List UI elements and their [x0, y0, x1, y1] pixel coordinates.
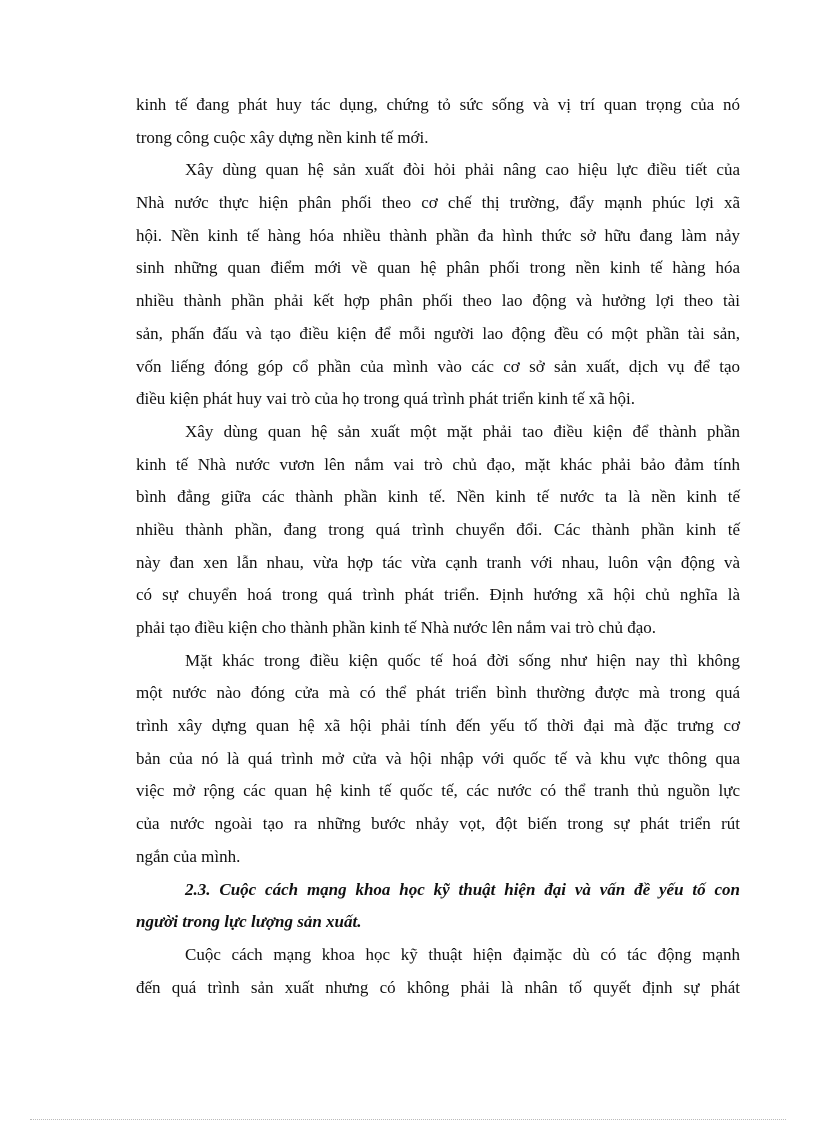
text-line: bản của nó là quá trình mở cửa và hội nhập với quốc tế và khu vực thông qua	[136, 748, 740, 768]
text-line: điều kiện phát huy vai trò của họ trong quá trình phát triển kinh tế xã hội.	[136, 389, 636, 409]
text-line: hội. Nền kinh tế hàng hóa nhiều thành phần đa hình thức sở hữu đang làm nảy	[136, 225, 740, 245]
text-line: Xây dùng quan hệ sản xuất một mặt phải tao điều kiện để thành phần	[185, 421, 740, 441]
text-line: kinh tế đang phát huy tác dụng, chứng tỏ sức sống và vị trí quan trọng của nó	[136, 95, 740, 114]
text-line: kinh tế Nhà nước vươn lên nắm vai trò chủ đạo, mặt khác phải bảo đảm tính	[136, 454, 740, 474]
paragraph-production-relations-distribution	[136, 154, 740, 416]
paragraph-scientific-revolution	[136, 939, 740, 1004]
document-page	[136, 89, 740, 1004]
text-line: Nhà nước thực hiện phân phối theo cơ chế thị trường, đẩy mạnh phúc lợi xã	[136, 193, 740, 213]
text-line: Xây dùng quan hệ sản xuất đòi hỏi phải nâng cao hiệu lực điều tiết của	[185, 160, 740, 180]
text-line: sản, phấn đấu và tạo điều kiện để mỗi người lao động đều có một phần tài sản,	[136, 323, 740, 343]
text-line: ngắn của mình.	[136, 846, 241, 866]
text-line: của nước ngoài tạo ra những bước nhảy vọt, đột biến trong sự phát triển rút	[136, 814, 740, 834]
paragraph-state-economic-sector	[136, 416, 740, 645]
paragraph-continuation	[136, 89, 740, 154]
text-line: Mặt khác trong điều kiện quốc tế hoá đời sống như hiện nay thì không	[185, 650, 740, 670]
paragraph-internationalization	[136, 645, 740, 874]
text-line: một nước nào đóng cửa mà có thể phát triển bình thường được mà trong quá	[136, 683, 740, 703]
text-line: nhiều thành phần phải kết hợp phân phối theo lao động và hưởng lợi theo tài	[136, 291, 740, 311]
heading-line: người trong lực lượng sản xuất.	[136, 912, 362, 932]
heading-line: 2.3. Cuộc cách mạng khoa học kỹ thuật hiện đại và vấn đề yếu tố con	[185, 879, 740, 899]
text-line: này đan xen lẫn nhau, vừa hợp tác vừa cạnh tranh với nhau, luôn vận động và	[136, 552, 740, 572]
text-line: trình xây dựng quan hệ xã hội phải tính đến yếu tố thời đại mà đặc trưng cơ	[136, 716, 740, 736]
text-line: trong công cuộc xây dựng nền kinh tế mới.	[136, 127, 429, 147]
text-line: đến quá trình sản xuất nhưng có không phải là nhân tố quyết định sự phát	[136, 977, 740, 997]
text-line: nhiều thành phần, đang trong quá trình chuyển đổi. Các thành phần kinh tế	[136, 519, 740, 539]
text-line: có sự chuyển hoá trong quá trình phát triển. Định hướng xã hội chủ nghĩa là	[136, 585, 740, 605]
text-line: vốn liếng đóng góp cổ phần của mình vào các cơ sở sản xuất, dịch vụ để tạo	[136, 356, 740, 376]
text-line: bình đẳng giữa các thành phần kinh tế. Nền kinh tế nước ta là nền kinh tế	[136, 487, 740, 507]
text-line: sinh những quan điểm mới về quan hệ phân phối trong nền kinh tế hàng hóa	[136, 258, 740, 278]
section-heading	[136, 874, 740, 939]
text-line: phải tạo điều kiện cho thành phần kinh tế Nhà nước lên nắm vai trò chủ đạo.	[136, 618, 657, 637]
page-bottom-divider	[30, 1119, 786, 1120]
text-line: việc mở rộng các quan hệ kinh tế quốc tế, các nước có thể tranh thủ nguồn lực	[136, 781, 740, 801]
text-line: Cuộc cách mạng khoa học kỹ thuật hiện đạimặc dù có tác động mạnh	[185, 944, 740, 964]
